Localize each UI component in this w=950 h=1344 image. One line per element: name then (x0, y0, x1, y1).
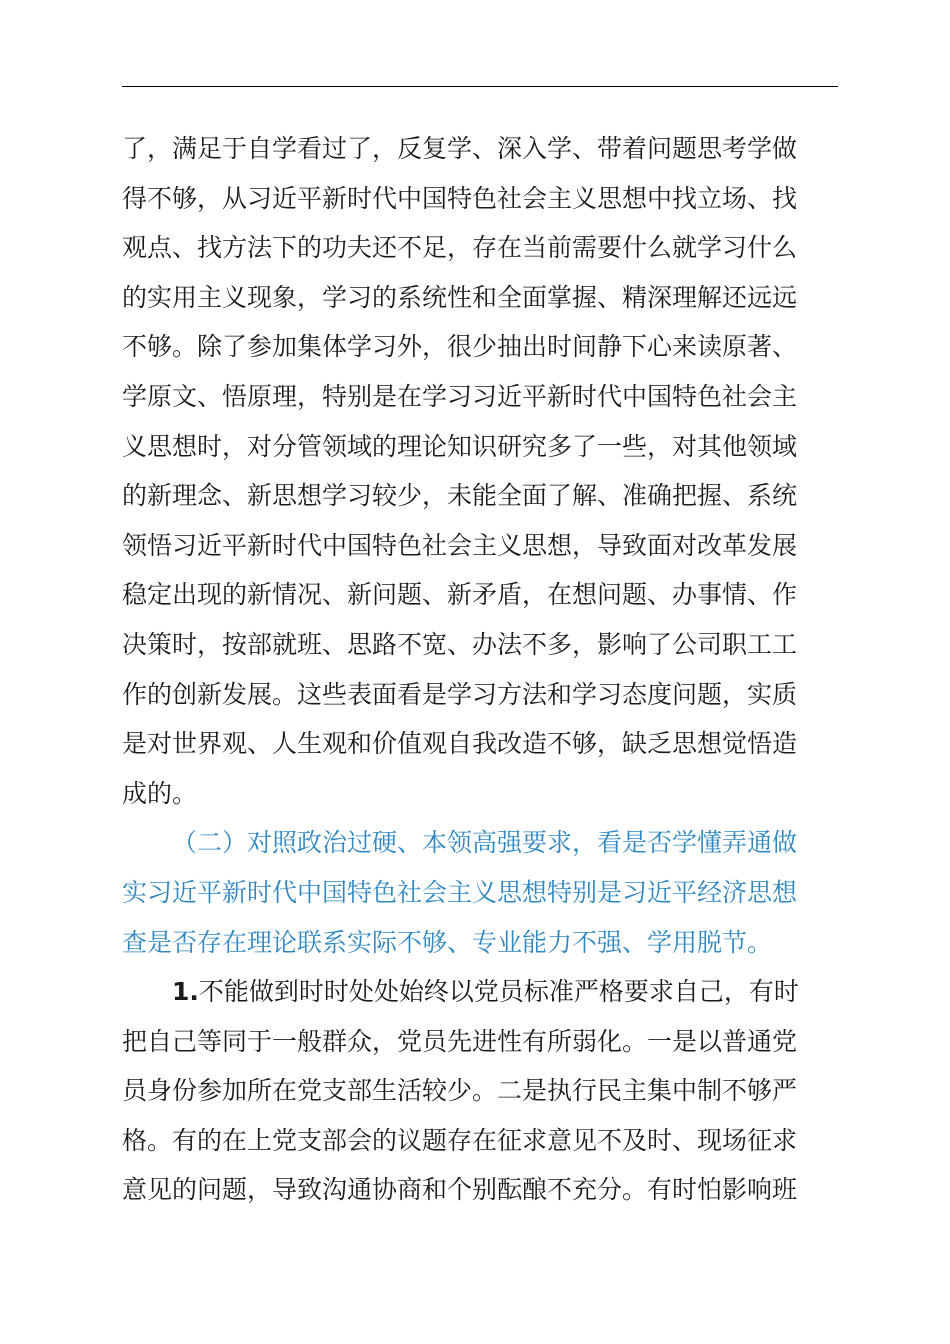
section-heading-2 (122, 818, 838, 967)
text-line: 作的创新发展。这些表面看是学习方法和学习态度问题，实质 (122, 679, 798, 709)
text-line: 稳定出现的新情况、新问题、新矛盾，在想问题、办事情、作 (122, 580, 798, 610)
item-1-first-line (122, 967, 838, 1017)
text-line: 成的。 (122, 778, 198, 808)
text-line: 是对世界观、人生观和价值观自我改造不够，缺乏思想觉悟造 (122, 729, 798, 759)
page-body (122, 124, 838, 1215)
paragraph-learning-shortcomings (122, 124, 838, 818)
text-line: 义思想时，对分管领域的理论知识研究多了一些，对其他领域 (122, 431, 798, 461)
text-line: 意见的问题，导致沟通协商和个别酝酿不充分。有时怕影响班 (122, 1175, 798, 1205)
text-line: 不够。除了参加集体学习外，很少抽出时间静下心来读原著、 (122, 332, 798, 362)
text-line: 的新理念、新思想学习较少，未能全面了解、准确把握、系统 (122, 481, 798, 511)
text-line: 学原文、悟原理，特别是在学习习近平新时代中国特色社会主 (122, 381, 798, 411)
text-line: 领悟习近平新时代中国特色社会主义思想，导致面对改革发展 (122, 530, 798, 560)
text-line: 了，满足于自学看过了，反复学、深入学、带着问题思考学做 (122, 134, 798, 163)
header-rule (122, 86, 838, 87)
item-1-first-line-text: 不能做到时时处处始终以党员标准严格要求自己，有时 (198, 977, 799, 1007)
item-number: 1. (172, 977, 199, 1007)
text-line: 得不够，从习近平新时代中国特色社会主义思想中找立场、找 (122, 183, 798, 213)
text-line: 观点、找方法下的功夫还不足，存在当前需要什么就学习什么 (122, 233, 798, 263)
item-1-paragraph (122, 967, 838, 1215)
heading-line: 查是否存在理论联系实际不够、专业能力不强、学用脱节。 (122, 927, 773, 957)
text-line: 把自己等同于一般群众，党员先进性有所弱化。一是以普通党 (122, 1026, 798, 1056)
text-line: 决策时，按部就班、思路不宽、办法不多，影响了公司职工工 (122, 629, 798, 659)
text-line: 格。有的在上党支部会的议题存在征求意见不及时、现场征求 (122, 1125, 798, 1155)
heading-line: 实习近平新时代中国特色社会主义思想特别是习近平经济思想 (122, 877, 798, 907)
text-line: 的实用主义现象，学习的系统性和全面掌握、精深理解还远远 (122, 282, 798, 312)
text-line: 员身份参加所在党支部生活较少。二是执行民主集中制不够严 (122, 1076, 798, 1106)
heading-line: （二）对照政治过硬、本领高强要求，看是否学懂弄通做 (172, 828, 798, 858)
